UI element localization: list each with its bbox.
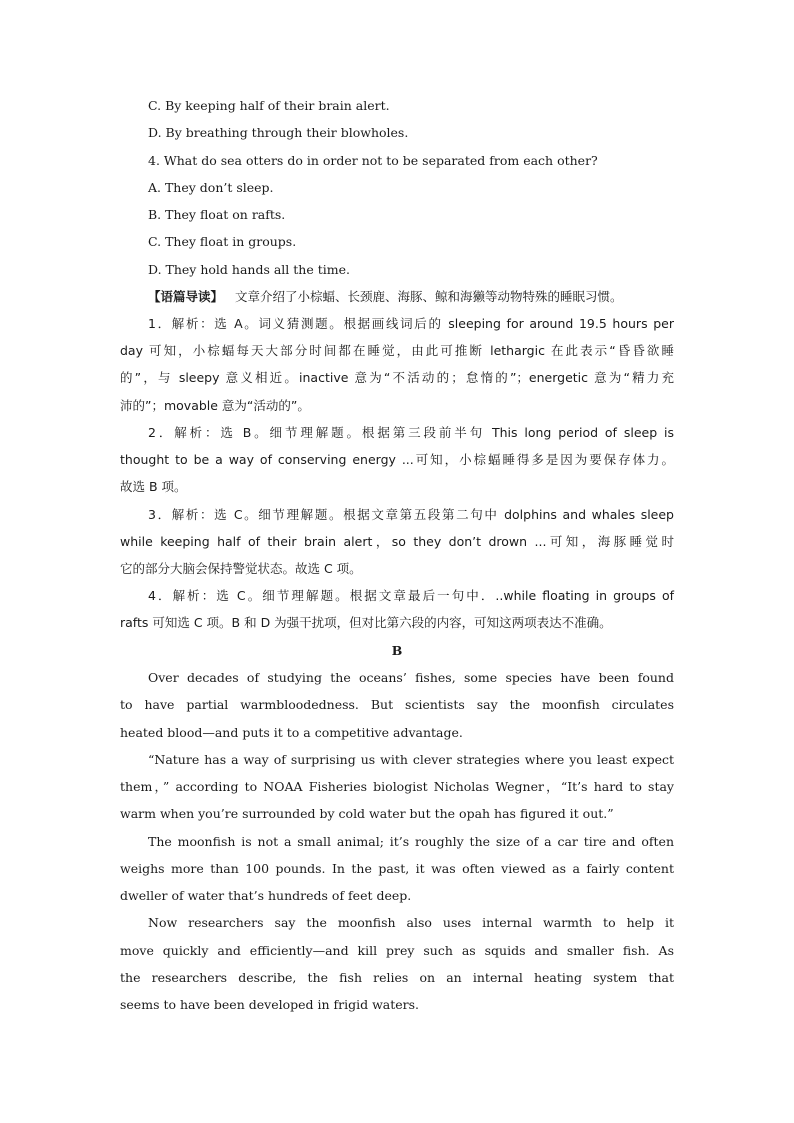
reading-guide-tag: 【语篇导读】 (148, 289, 224, 304)
option-4d: D. They hold hands all the time. (148, 262, 350, 277)
passage-line: to have partial warmbloodedness. But scientists say the moonfish circulates (120, 697, 674, 712)
passage-line: “Nature has a way of surprising us with clever strategies where you least expect (148, 752, 674, 767)
analysis-4-line: 4．解析：选 C。细节理解题。根据文章最后一句中．..while floating in groups of (148, 588, 674, 603)
passage-line: weighs more than 100 pounds. In the past, it was often viewed as a fairly content (120, 861, 674, 876)
passage-line: Over decades of studying the oceans’ fishes, some species have been found (148, 670, 674, 685)
passage-line: seems to have been developed in frigid waters. (120, 997, 420, 1012)
passage-line: warm when you’re surrounded by cold water but the opah has figured it out.” (120, 806, 614, 821)
analysis-2-line: 故选 B 项。 (120, 479, 187, 494)
analysis-1-line: 沛的”；movable 意为“活动的”。 (120, 398, 310, 413)
analysis-3-line: 它的部分大脑会保持警觉状态。故选 C 项。 (120, 561, 362, 576)
option-3c: C. By keeping half of their brain alert. (148, 98, 390, 113)
section-b-heading: B (391, 643, 403, 658)
passage-line: them，” according to NOAA Fisheries biologist Nicholas Wegner，“It’s hard to stay (120, 779, 674, 794)
passage-line: dweller of water that’s hundreds of feet deep. (120, 888, 412, 903)
analysis-1-line: day 可知，小棕蝠每天大部分时间都在睡觉，由此可推断 lethargic 在此表示“昏昏欲睡 (120, 343, 674, 358)
option-3d: D. By breathing through their blowholes. (148, 125, 409, 140)
analysis-1-line: 1．解析：选 A。词义猜测题。根据画线词后的 sleeping for around 19.5 hours per (148, 316, 674, 331)
option-4b: B. They float on rafts. (148, 207, 286, 222)
passage-line: the researchers describe, the fish relies on an internal heating system that (120, 970, 674, 985)
option-4c: C. They float in groups. (148, 234, 297, 249)
analysis-4-line: rafts 可知选 C 项。B 和 D 为强干扰项，但对比第六段的内容，可知这两项表达不准确。 (120, 615, 612, 630)
analysis-2-line: thought to be a way of conserving energy ...可知，小棕蝠睡得多是因为要保存体力。 (120, 452, 674, 467)
question-4-stem: 4. What do sea otters do in order not to be separated from each other? (148, 153, 598, 168)
analysis-2-line: 2．解析：选 B。细节理解题。根据第三段前半句 This long period of sleep is (148, 425, 674, 440)
analysis-3-line: 3．解析：选 C。细节理解题。根据文章第五段第二句中 dolphins and whales sleep (148, 507, 674, 522)
option-4a: A. They don’t sleep. (148, 180, 274, 195)
passage-line: Now researchers say the moonfish also uses internal warmth to help it (148, 915, 674, 930)
analysis-1-line: 的”，与 sleepy 意义相近。inactive 意为“不活动的；怠惰的”；energetic 意为“精力充 (120, 370, 674, 385)
reading-guide (148, 288, 674, 306)
analysis-3-line: while keeping half of their brain alert，so they don’t drown ...可知，海豚睡觉时 (120, 534, 674, 549)
passage-line: move quickly and efficiently—and kill prey such as squids and smaller fish. As (120, 943, 674, 958)
passage-line: heated blood—and puts it to a competitive advantage. (120, 725, 463, 740)
passage-line: The moonfish is not a small animal; it’s roughly the size of a car tire and often (148, 834, 674, 849)
reading-guide-text: 文章介绍了小棕蝠、长颈鹿、海豚、鲸和海獭等动物特殊的睡眠习惯。 (235, 289, 623, 304)
